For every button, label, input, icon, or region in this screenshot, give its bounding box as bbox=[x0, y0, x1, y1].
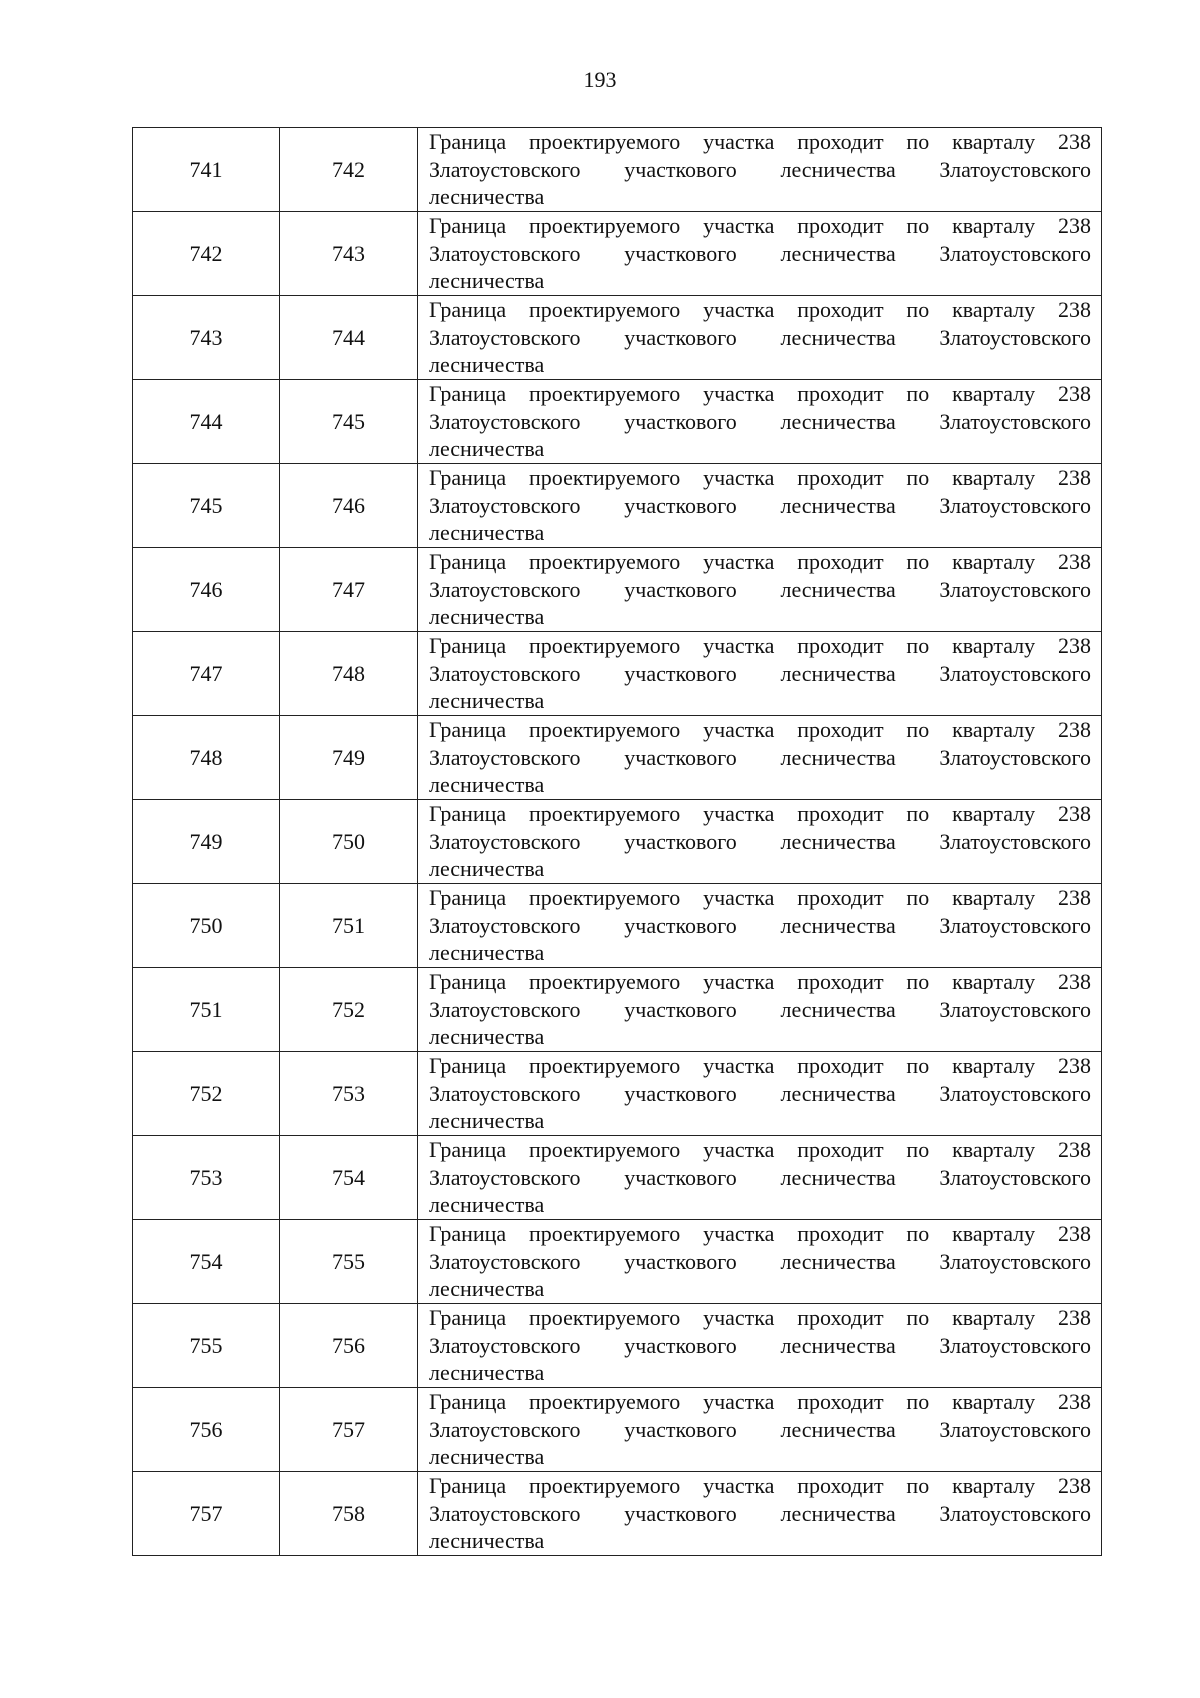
point-from-cell: 743 bbox=[133, 296, 280, 380]
point-from-cell: 754 bbox=[133, 1220, 280, 1304]
point-to-cell: 749 bbox=[280, 716, 418, 800]
point-to-cell: 745 bbox=[280, 380, 418, 464]
point-to-cell: 746 bbox=[280, 464, 418, 548]
point-to-cell: 748 bbox=[280, 632, 418, 716]
point-from-cell: 749 bbox=[133, 800, 280, 884]
boundary-description-cell: Граница проектируемого участка проходит по кварталу 238 Златоустовского участкового лесничества Златоустовского лесничества bbox=[418, 1220, 1102, 1304]
point-from-cell: 757 bbox=[133, 1472, 280, 1556]
point-from-cell: 747 bbox=[133, 632, 280, 716]
point-to-cell: 747 bbox=[280, 548, 418, 632]
point-to-cell: 756 bbox=[280, 1304, 418, 1388]
table-row bbox=[133, 884, 1102, 968]
point-from-cell: 750 bbox=[133, 884, 280, 968]
boundary-table bbox=[132, 127, 1102, 1556]
table-row bbox=[133, 1136, 1102, 1220]
point-from-cell: 746 bbox=[133, 548, 280, 632]
table-row bbox=[133, 1220, 1102, 1304]
table-row bbox=[133, 632, 1102, 716]
table-row bbox=[133, 296, 1102, 380]
boundary-description-cell: Граница проектируемого участка проходит по кварталу 238 Златоустовского участкового лесничества Златоустовского лесничества bbox=[418, 464, 1102, 548]
point-from-cell: 748 bbox=[133, 716, 280, 800]
table-row bbox=[133, 212, 1102, 296]
boundary-description-cell: Граница проектируемого участка проходит по кварталу 238 Златоустовского участкового лесничества Златоустовского лесничества bbox=[418, 380, 1102, 464]
boundary-description-cell: Граница проектируемого участка проходит по кварталу 238 Златоустовского участкового лесничества Златоустовского лесничества bbox=[418, 548, 1102, 632]
table-row bbox=[133, 464, 1102, 548]
point-to-cell: 755 bbox=[280, 1220, 418, 1304]
point-from-cell: 752 bbox=[133, 1052, 280, 1136]
boundary-description-cell: Граница проектируемого участка проходит по кварталу 238 Златоустовского участкового лесничества Златоустовского лесничества bbox=[418, 632, 1102, 716]
point-to-cell: 754 bbox=[280, 1136, 418, 1220]
point-from-cell: 751 bbox=[133, 968, 280, 1052]
point-from-cell: 755 bbox=[133, 1304, 280, 1388]
point-to-cell: 742 bbox=[280, 128, 418, 212]
table-row bbox=[133, 548, 1102, 632]
table-row bbox=[133, 1052, 1102, 1136]
boundary-description-cell: Граница проектируемого участка проходит по кварталу 238 Златоустовского участкового лесничества Златоустовского лесничества bbox=[418, 800, 1102, 884]
point-from-cell: 745 bbox=[133, 464, 280, 548]
boundary-description-cell: Граница проектируемого участка проходит по кварталу 238 Златоустовского участкового лесничества Златоустовского лесничества bbox=[418, 1136, 1102, 1220]
point-to-cell: 752 bbox=[280, 968, 418, 1052]
table-row bbox=[133, 716, 1102, 800]
boundary-description-cell: Граница проектируемого участка проходит по кварталу 238 Златоустовского участкового лесничества Златоустовского лесничества bbox=[418, 968, 1102, 1052]
point-to-cell: 758 bbox=[280, 1472, 418, 1556]
boundary-description-cell: Граница проектируемого участка проходит по кварталу 238 Златоустовского участкового лесничества Златоустовского лесничества bbox=[418, 1388, 1102, 1472]
table-row bbox=[133, 1388, 1102, 1472]
page-number: 193 bbox=[583, 67, 617, 92]
point-to-cell: 744 bbox=[280, 296, 418, 380]
table-row bbox=[133, 128, 1102, 212]
boundary-description-cell: Граница проектируемого участка проходит по кварталу 238 Златоустовского участкового лесничества Златоустовского лесничества bbox=[418, 1304, 1102, 1388]
table-row bbox=[133, 1304, 1102, 1388]
point-to-cell: 753 bbox=[280, 1052, 418, 1136]
boundary-description-cell: Граница проектируемого участка проходит по кварталу 238 Златоустовского участкового лесничества Златоустовского лесничества bbox=[418, 884, 1102, 968]
point-to-cell: 750 bbox=[280, 800, 418, 884]
point-from-cell: 742 bbox=[133, 212, 280, 296]
table-row bbox=[133, 380, 1102, 464]
boundary-table-body bbox=[133, 128, 1102, 1556]
point-to-cell: 751 bbox=[280, 884, 418, 968]
point-from-cell: 753 bbox=[133, 1136, 280, 1220]
table-row bbox=[133, 800, 1102, 884]
boundary-description-cell: Граница проектируемого участка проходит по кварталу 238 Златоустовского участкового лесничества Златоустовского лесничества bbox=[418, 212, 1102, 296]
boundary-description-cell: Граница проектируемого участка проходит по кварталу 238 Златоустовского участкового лесничества Златоустовского лесничества bbox=[418, 128, 1102, 212]
point-to-cell: 757 bbox=[280, 1388, 418, 1472]
point-from-cell: 756 bbox=[133, 1388, 280, 1472]
point-to-cell: 743 bbox=[280, 212, 418, 296]
boundary-description-cell: Граница проектируемого участка проходит по кварталу 238 Златоустовского участкового лесничества Златоустовского лесничества bbox=[418, 1052, 1102, 1136]
point-from-cell: 744 bbox=[133, 380, 280, 464]
table-row bbox=[133, 968, 1102, 1052]
table-row bbox=[133, 1472, 1102, 1556]
point-from-cell: 741 bbox=[133, 128, 280, 212]
boundary-description-cell: Граница проектируемого участка проходит по кварталу 238 Златоустовского участкового лесничества Златоустовского лесничества bbox=[418, 296, 1102, 380]
boundary-description-cell: Граница проектируемого участка проходит по кварталу 238 Златоустовского участкового лесничества Златоустовского лесничества bbox=[418, 1472, 1102, 1556]
boundary-description-cell: Граница проектируемого участка проходит по кварталу 238 Златоустовского участкового лесничества Златоустовского лесничества bbox=[418, 716, 1102, 800]
